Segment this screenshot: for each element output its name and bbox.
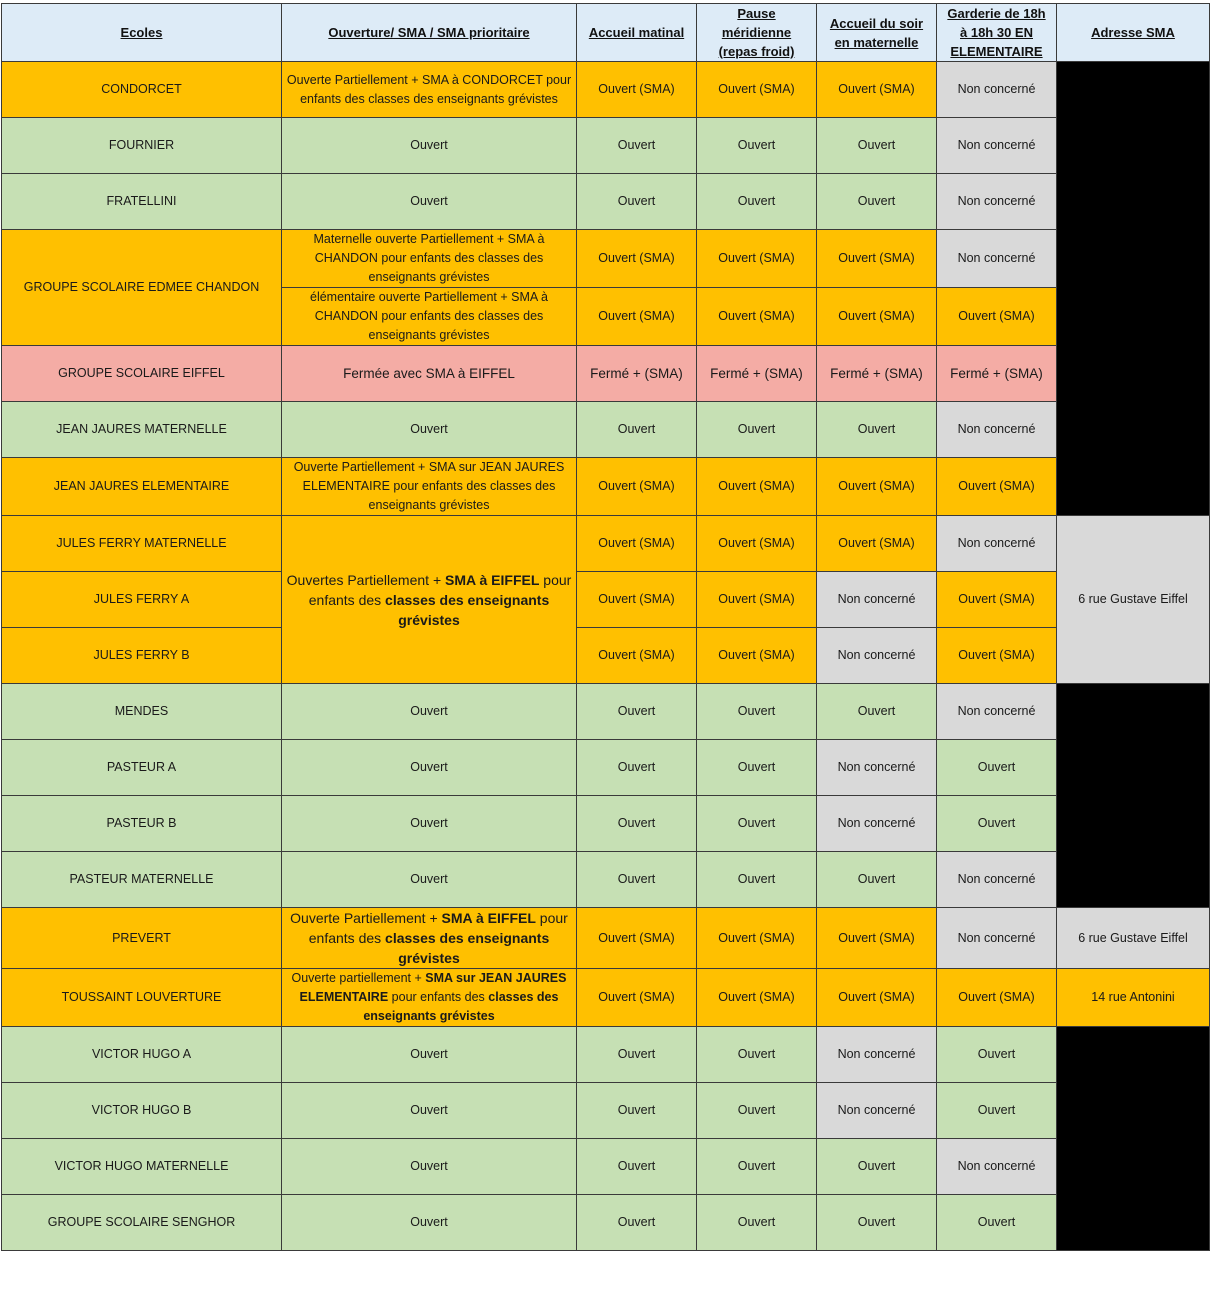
header-pause-meridienne <box>697 4 817 62</box>
table-row <box>2 684 1210 740</box>
opening-cell: Ouvert <box>282 852 577 908</box>
soir-cell: Ouvert (SMA) <box>817 62 937 118</box>
opening-bold-text: SMA à EIFFEL <box>441 910 536 926</box>
table-row <box>2 346 1210 402</box>
opening-bold-text: SMA sur JEAN JAURES ELEMENTAIRE <box>299 971 567 1004</box>
opening-bold-text: classes des enseignants grévistes <box>385 591 550 628</box>
opening-bold-text: classes des enseignants grévistes <box>385 930 550 966</box>
address-cell: 14 rue Antonini <box>1057 969 1210 1027</box>
garderie-cell: Ouvert <box>937 796 1057 852</box>
opening-cell: Ouverte Partiellement + SMA à CONDORCET pour enfants des classes des enseignants grévistes <box>282 62 577 118</box>
school-name: JULES FERRY A <box>2 572 282 628</box>
opening-cell: Ouvert <box>282 118 577 174</box>
table-row <box>2 230 1210 288</box>
school-name: VICTOR HUGO MATERNELLE <box>2 1139 282 1195</box>
header-garderie-line3: ELEMENTAIRE <box>950 44 1043 59</box>
garderie-cell: Non concerné <box>937 402 1057 458</box>
header-accueil-soir <box>817 4 937 62</box>
accueil-matinal-cell: Ouvert (SMA) <box>577 969 697 1027</box>
header-pause-line1: Pause <box>737 6 776 21</box>
garderie-cell: Non concerné <box>937 230 1057 288</box>
garderie-cell: Ouvert (SMA) <box>937 458 1057 516</box>
garderie-cell: Ouvert <box>937 740 1057 796</box>
garderie-cell: Non concerné <box>937 62 1057 118</box>
school-name: JEAN JAURES ELEMENTAIRE <box>2 458 282 516</box>
soir-cell: Non concerné <box>817 796 937 852</box>
soir-cell: Ouvert (SMA) <box>817 288 937 346</box>
school-name: GROUPE SCOLAIRE EDMEE CHANDON <box>2 230 282 346</box>
accueil-matinal-cell: Ouvert (SMA) <box>577 288 697 346</box>
accueil-matinal-cell: Ouvert (SMA) <box>577 572 697 628</box>
opening-bold-text: SMA à EIFFEL <box>445 571 540 588</box>
accueil-matinal-cell: Ouvert <box>577 1195 697 1251</box>
opening-cell: Ouvert <box>282 1139 577 1195</box>
garderie-cell: Ouvert (SMA) <box>937 288 1057 346</box>
opening-cell: Ouvert <box>282 740 577 796</box>
table-row <box>2 1083 1210 1139</box>
soir-cell: Ouvert <box>817 1139 937 1195</box>
pause-cell: Ouvert <box>697 1139 817 1195</box>
table-row <box>2 402 1210 458</box>
opening-cell: Ouvert <box>282 1083 577 1139</box>
table-row <box>2 118 1210 174</box>
opening-text: pour enfants des <box>308 910 568 946</box>
garderie-cell: Ouvert (SMA) <box>937 969 1057 1027</box>
accueil-matinal-cell: Ouvert <box>577 796 697 852</box>
address-cell: 6 rue Gustave Eiffel <box>1057 516 1210 684</box>
pause-cell: Ouvert <box>697 402 817 458</box>
address-cell: 6 rue Gustave Eiffel <box>1057 908 1210 969</box>
opening-text: pour enfants des <box>388 990 489 1004</box>
pause-cell: Ouvert (SMA) <box>697 969 817 1027</box>
opening-cell <box>282 516 577 684</box>
school-name: GROUPE SCOLAIRE EIFFEL <box>2 346 282 402</box>
table-row <box>2 516 1210 572</box>
table-row <box>2 1195 1210 1251</box>
accueil-matinal-cell: Ouvert <box>577 1139 697 1195</box>
address-empty-cell <box>1057 62 1210 516</box>
opening-bold-text: classes des enseignants grévistes <box>363 990 559 1023</box>
school-name: JEAN JAURES MATERNELLE <box>2 402 282 458</box>
pause-cell: Ouvert <box>697 1027 817 1083</box>
pause-cell: Ouvert <box>697 852 817 908</box>
table-row <box>2 62 1210 118</box>
table-row <box>2 458 1210 516</box>
garderie-cell: Non concerné <box>937 1139 1057 1195</box>
accueil-matinal-cell: Ouvert (SMA) <box>577 458 697 516</box>
soir-cell: Ouvert <box>817 402 937 458</box>
pause-cell: Ouvert <box>697 1195 817 1251</box>
header-accueil-matinal: Accueil matinal <box>577 4 697 62</box>
school-name: FOURNIER <box>2 118 282 174</box>
accueil-matinal-cell: Ouvert <box>577 402 697 458</box>
school-name: PASTEUR MATERNELLE <box>2 852 282 908</box>
garderie-cell: Fermé + (SMA) <box>937 346 1057 402</box>
garderie-cell: Non concerné <box>937 852 1057 908</box>
school-name: VICTOR HUGO B <box>2 1083 282 1139</box>
school-name: PASTEUR B <box>2 796 282 852</box>
address-empty-cell <box>1057 684 1210 908</box>
opening-cell: élémentaire ouverte Partiellement + SMA à CHANDON pour enfants des classes des enseignants grévistes <box>282 288 577 346</box>
table-row <box>2 174 1210 230</box>
accueil-matinal-cell: Ouvert (SMA) <box>577 908 697 969</box>
pause-cell: Ouvert (SMA) <box>697 628 817 684</box>
pause-cell: Ouvert <box>697 684 817 740</box>
soir-cell: Ouvert (SMA) <box>817 230 937 288</box>
school-name: TOUSSAINT LOUVERTURE <box>2 969 282 1027</box>
accueil-matinal-cell: Ouvert <box>577 852 697 908</box>
pause-cell: Ouvert <box>697 740 817 796</box>
table-row <box>2 969 1210 1027</box>
garderie-cell: Non concerné <box>937 174 1057 230</box>
pause-cell: Ouvert (SMA) <box>697 288 817 346</box>
pause-cell: Ouvert (SMA) <box>697 230 817 288</box>
pause-cell: Ouvert <box>697 796 817 852</box>
opening-cell: Ouvert <box>282 796 577 852</box>
header-garderie-line1: Garderie de 18h <box>947 6 1046 21</box>
soir-cell: Ouvert <box>817 852 937 908</box>
table-row <box>2 852 1210 908</box>
school-name: FRATELLINI <box>2 174 282 230</box>
opening-cell <box>282 908 577 969</box>
school-name: MENDES <box>2 684 282 740</box>
accueil-matinal-cell: Ouvert (SMA) <box>577 516 697 572</box>
pause-cell: Ouvert (SMA) <box>697 516 817 572</box>
header-ecoles: Ecoles <box>2 4 282 62</box>
soir-cell: Ouvert <box>817 118 937 174</box>
pause-cell: Ouvert <box>697 118 817 174</box>
soir-cell: Non concerné <box>817 1027 937 1083</box>
accueil-matinal-cell: Ouvert <box>577 118 697 174</box>
header-pause-line3: (repas froid) <box>718 44 795 59</box>
school-name: PASTEUR A <box>2 740 282 796</box>
header-garderie-line2: à 18h 30 EN <box>960 25 1033 40</box>
header-ouverture: Ouverture/ SMA / SMA prioritaire <box>282 4 577 62</box>
garderie-cell: Non concerné <box>937 684 1057 740</box>
header-soir-line2: en maternelle <box>834 34 919 50</box>
opening-text: Ouvertes Partiellement + <box>286 571 446 588</box>
accueil-matinal-cell: Ouvert <box>577 740 697 796</box>
opening-cell <box>282 969 577 1027</box>
soir-cell: Ouvert (SMA) <box>817 969 937 1027</box>
opening-cell: Ouverte Partiellement + SMA sur JEAN JAURES ELEMENTAIRE pour enfants des classes des enseignants grévistes <box>282 458 577 516</box>
table-row <box>2 1027 1210 1083</box>
soir-cell: Ouvert <box>817 174 937 230</box>
opening-cell: Ouvert <box>282 1027 577 1083</box>
accueil-matinal-cell: Ouvert <box>577 1083 697 1139</box>
soir-cell: Non concerné <box>817 628 937 684</box>
pause-cell: Ouvert (SMA) <box>697 62 817 118</box>
accueil-matinal-cell: Ouvert (SMA) <box>577 230 697 288</box>
soir-cell: Non concerné <box>817 1083 937 1139</box>
accueil-matinal-cell: Ouvert (SMA) <box>577 628 697 684</box>
address-empty-cell <box>1057 1027 1210 1251</box>
school-name: CONDORCET <box>2 62 282 118</box>
table-row <box>2 572 1210 628</box>
pause-cell: Ouvert <box>697 174 817 230</box>
opening-cell: Ouvert <box>282 1195 577 1251</box>
table-row <box>2 1139 1210 1195</box>
header-garderie <box>937 4 1057 62</box>
soir-cell: Ouvert <box>817 684 937 740</box>
accueil-matinal-cell: Ouvert <box>577 684 697 740</box>
opening-cell: Ouvert <box>282 402 577 458</box>
pause-cell: Ouvert (SMA) <box>697 908 817 969</box>
table-row <box>2 628 1210 684</box>
soir-cell: Non concerné <box>817 740 937 796</box>
table-row <box>2 908 1210 969</box>
opening-text: pour enfants des <box>308 571 572 608</box>
opening-cell: Fermée avec SMA à EIFFEL <box>282 346 577 402</box>
header-row <box>2 4 1210 62</box>
garderie-cell: Non concerné <box>937 118 1057 174</box>
school-name: PREVERT <box>2 908 282 969</box>
soir-cell: Ouvert (SMA) <box>817 516 937 572</box>
table-row <box>2 740 1210 796</box>
garderie-cell: Ouvert <box>937 1027 1057 1083</box>
accueil-matinal-cell: Ouvert <box>577 1027 697 1083</box>
accueil-matinal-cell: Fermé + (SMA) <box>577 346 697 402</box>
accueil-matinal-cell: Ouvert (SMA) <box>577 62 697 118</box>
soir-cell: Ouvert <box>817 1195 937 1251</box>
pause-cell: Ouvert (SMA) <box>697 572 817 628</box>
pause-cell: Ouvert <box>697 1083 817 1139</box>
schools-status-table <box>1 3 1210 1251</box>
soir-cell: Ouvert (SMA) <box>817 908 937 969</box>
pause-cell: Fermé + (SMA) <box>697 346 817 402</box>
school-name: VICTOR HUGO A <box>2 1027 282 1083</box>
accueil-matinal-cell: Ouvert <box>577 174 697 230</box>
school-name: GROUPE SCOLAIRE SENGHOR <box>2 1195 282 1251</box>
opening-cell: Ouvert <box>282 684 577 740</box>
garderie-cell: Ouvert <box>937 1083 1057 1139</box>
soir-cell: Fermé + (SMA) <box>817 346 937 402</box>
garderie-cell: Ouvert <box>937 1195 1057 1251</box>
table-row <box>2 796 1210 852</box>
garderie-cell: Non concerné <box>937 908 1057 969</box>
garderie-cell: Non concerné <box>937 516 1057 572</box>
school-name: JULES FERRY MATERNELLE <box>2 516 282 572</box>
header-soir-line1: Accueil du soir <box>829 15 924 31</box>
pause-cell: Ouvert (SMA) <box>697 458 817 516</box>
opening-cell: Ouvert <box>282 174 577 230</box>
opening-cell: Maternelle ouverte Partiellement + SMA à CHANDON pour enfants des classes des enseignants grévistes <box>282 230 577 288</box>
garderie-cell: Ouvert (SMA) <box>937 628 1057 684</box>
school-name: JULES FERRY B <box>2 628 282 684</box>
opening-text: Ouverte Partiellement + <box>290 910 442 926</box>
soir-cell: Non concerné <box>817 572 937 628</box>
soir-cell: Ouvert (SMA) <box>817 458 937 516</box>
garderie-cell: Ouvert (SMA) <box>937 572 1057 628</box>
header-adresse-sma: Adresse SMA <box>1057 4 1210 62</box>
opening-text: Ouverte partiellement + <box>291 971 426 985</box>
header-pause-line2: méridienne <box>721 25 792 40</box>
